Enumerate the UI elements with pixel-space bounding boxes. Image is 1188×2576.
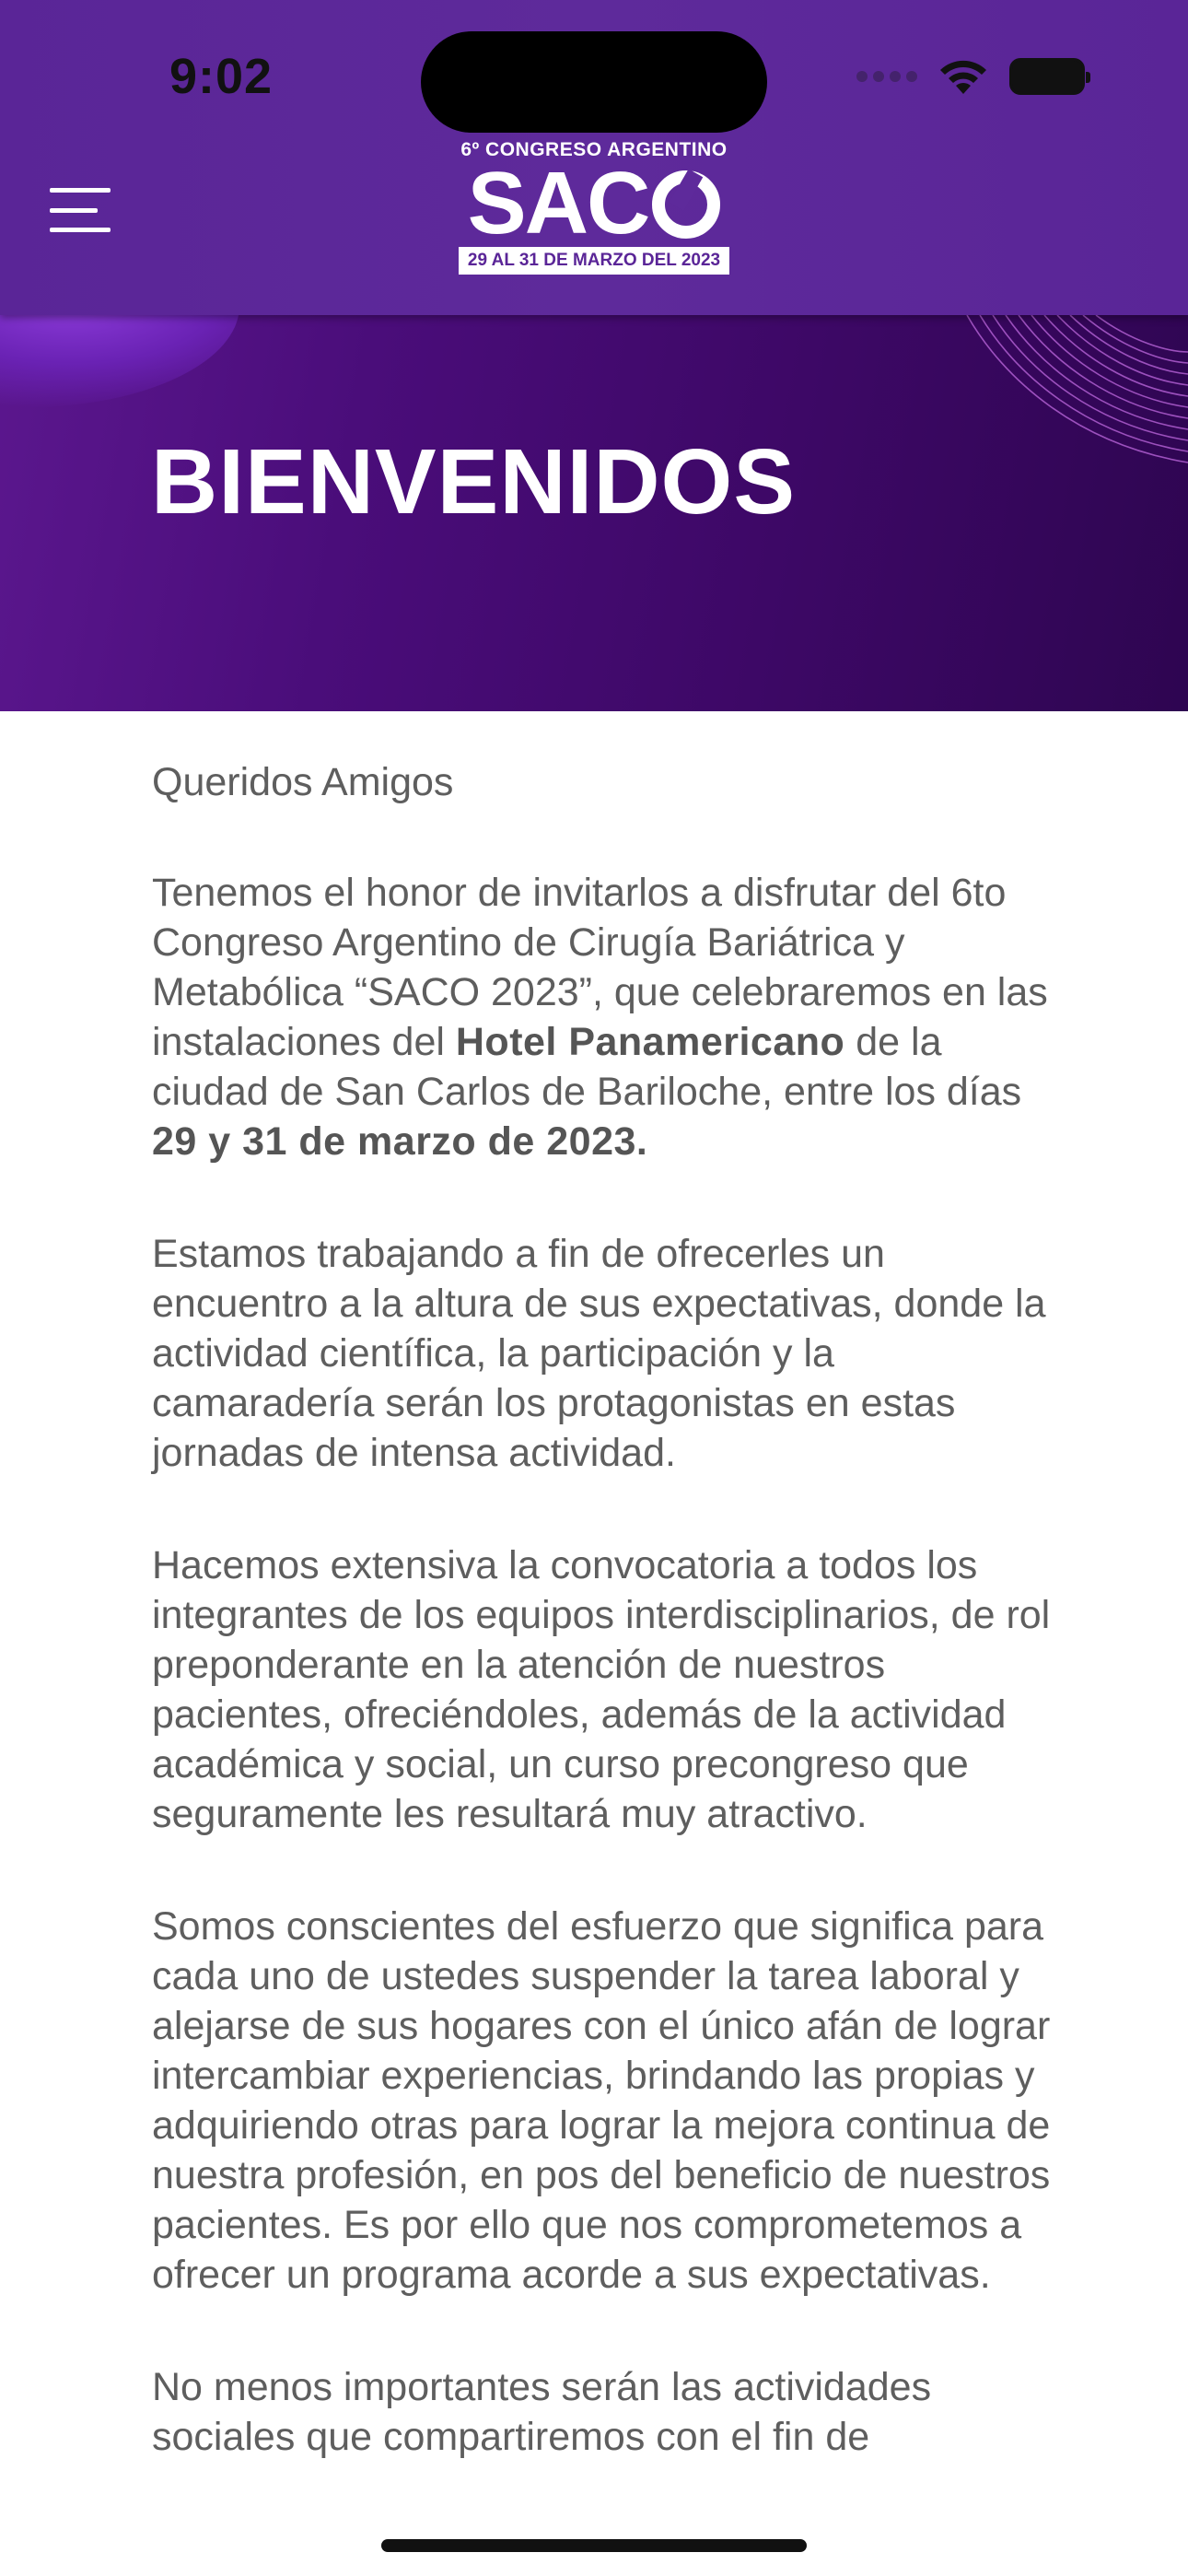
welcome-letter [152, 757, 1054, 2524]
home-indicator[interactable] [381, 2539, 807, 2552]
paragraph-commitment: Somos conscientes del esfuerzo que significa para cada uno de ustedes suspender la tarea laboral y alejarse de sus hogares con el único afán de lograr intercambiar experiencias, brindando las propias y adquiriendo otras para lograr la mejora continua de nuestra profesión, en pos del beneficio de nuestros pacientes. Es por ello que nos comprometemos a ofrecer un programa acorde a sus expectativas. [152, 1904, 1051, 2297]
hero-banner [0, 315, 1188, 711]
logo-o-mark-icon [652, 170, 720, 239]
hamburger-menu-icon[interactable] [50, 188, 111, 232]
logo-dates-badge: 29 AL 31 DE MARZO DEL 2023 [459, 247, 729, 275]
greeting-text: Queridos Amigos [152, 760, 454, 804]
paragraph-expectations: Estamos trabajando a fin de ofrecerles un encuentro a la altura de sus expectativas, donde la actividad científica, la participación y la camaradería serán los protagonistas en estas jornadas de intensa actividad. [152, 1232, 1046, 1475]
cellular-signal-icon [856, 71, 917, 82]
page-title: BIENVENIDOS [151, 430, 797, 533]
status-bar-indicators [856, 57, 1085, 96]
wifi-icon [938, 57, 989, 96]
logo-wordmark: SAC [467, 154, 649, 252]
paragraph-interdisciplinary: Hacemos extensiva la convocatoria a todos los integrantes de los equipos interdisciplinarios, de rol preponderante en la atención de nuestros pacientes, ofreciéndoles, además de la actividad académica y social, un curso precongreso que seguramente les resultará muy atractivo. [152, 1543, 1051, 1836]
logo-main-text [453, 154, 735, 252]
dynamic-island [421, 31, 767, 133]
battery-icon [1009, 58, 1085, 95]
paragraph-social-activities: No menos importantes serán las actividades sociales que compartiremos con el fin de [152, 2365, 932, 2459]
paragraph-invitation [152, 868, 1054, 1166]
hero-decoration-swoosh [0, 315, 239, 407]
paragraph-invitation-period: . [635, 1119, 648, 1164]
hotel-name: Hotel Panamericano [455, 1020, 845, 1064]
app-header [0, 0, 1188, 315]
event-dates: 29 y 31 de marzo de 2023 [152, 1119, 636, 1164]
paragraph-invitation-part-a: Tenemos el honor de invitarlos a disfrutar del 6to Congreso Argentino de Cirugía Bariátrica y Metabólica “SACO 2023”, que celebraremos en las instalaciones del [152, 871, 1048, 1064]
status-bar-time: 9:02 [169, 49, 274, 104]
saco-congress-logo [453, 138, 735, 284]
hero-decoration-lines [949, 315, 1188, 499]
paragraph-invitation-part-b: de la ciudad de San Carlos de Bariloche, entre los días [152, 1020, 1022, 1114]
logo-top-line: 6º CONGRESO ARGENTINO [460, 139, 728, 160]
